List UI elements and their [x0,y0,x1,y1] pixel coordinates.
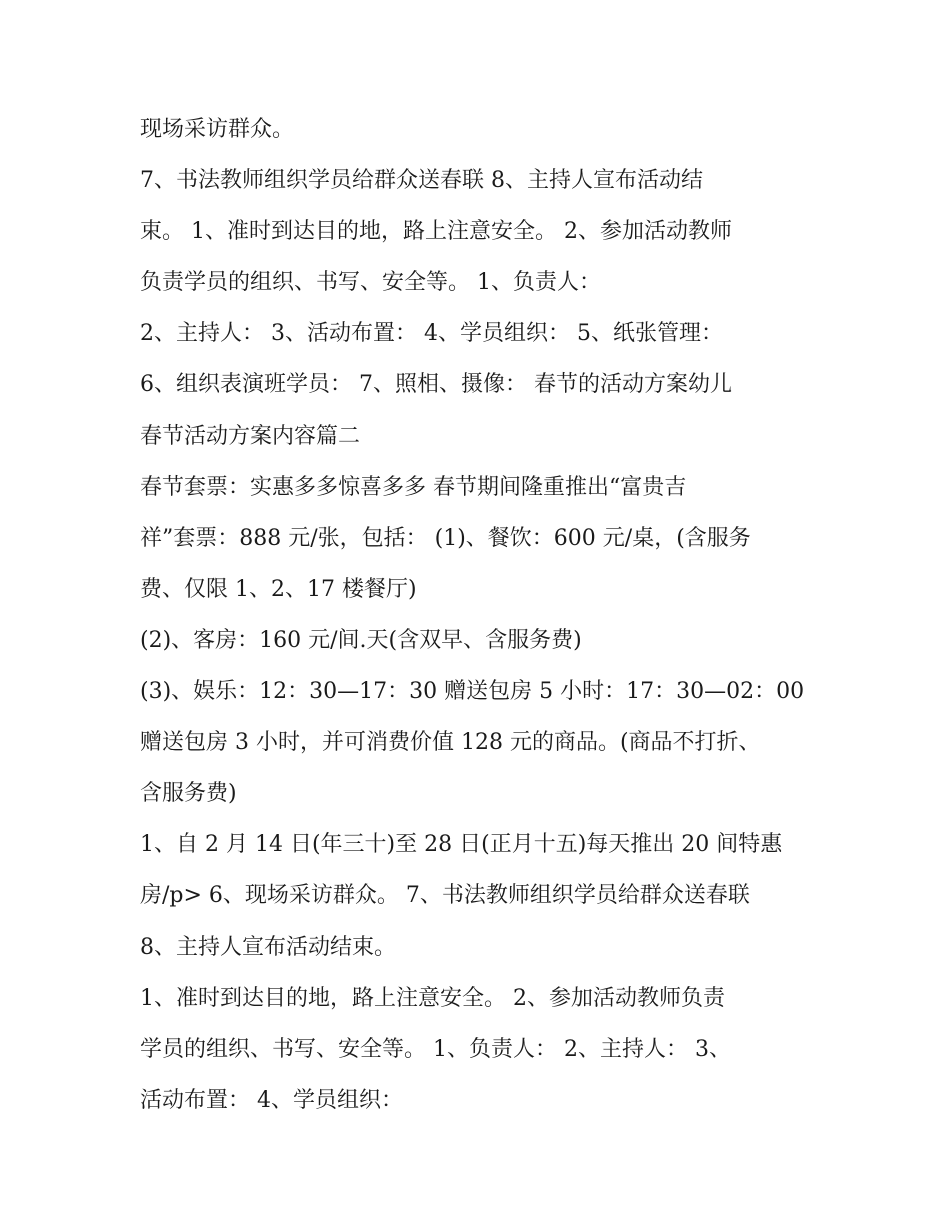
text-line: 房/p> 6、现场采访群众。 7、书法教师组织学员给群众送春联 [140,883,750,909]
text-line: 6、组织表演班学员： 7、照相、摄像： 春节的活动方案幼儿 [140,372,732,398]
text-line: 学员的组织、书写、安全等。 1、负责人： 2、主持人： 3、 [140,1036,731,1062]
text-line: 7、书法教师组织学员给群众送春联 8、主持人宣布活动结 [140,168,703,194]
document-body [140,104,820,1126]
text-line: (3)、娱乐：12：30—17：30 赠送包房 5 小时：17：30—02：00 [140,679,805,705]
text-line: 负责学员的组织、书写、安全等。 1、负责人： [140,270,601,296]
text-line: 现场采访群众。 [140,117,295,142]
text-line: 含服务费) [140,781,237,807]
text-line: 1、自 2 月 14 日(年三十)至 28 日(正月十五)每天推出 20 间特惠 [140,832,783,858]
text-line: 束。 1、准时到达目的地，路上注意安全。 2、参加活动教师 [140,219,732,245]
text-line: (2)、客房：160 元/间.天(含双早、含服务费) [140,627,582,653]
text-line: 活动布置： 4、学员组织： [140,1087,403,1113]
text-line: 2、主持人： 3、活动布置： 4、学员组织： 5、纸张管理： [140,321,723,347]
text-line: 费、仅限 1、2、17 楼餐厅) [140,576,417,602]
text-line: 赠送包房 3 小时，并可消费价值 128 元的商品。(商品不打折、 [140,730,761,756]
text-line: 1、准时到达目的地，路上注意安全。 2、参加活动教师负责 [140,985,725,1011]
text-line: 春节套票：实惠多多惊喜多多 春节期间隆重推出“富贵吉 [140,474,687,500]
text-line: 祥”套票：888 元/张，包括： (1)、餐饮：600 元/桌，(含服务 [140,525,751,551]
section-heading: 春节活动方案内容篇二 [140,423,361,449]
text-line: 8、主持人宣布活动结束。 [140,934,396,960]
